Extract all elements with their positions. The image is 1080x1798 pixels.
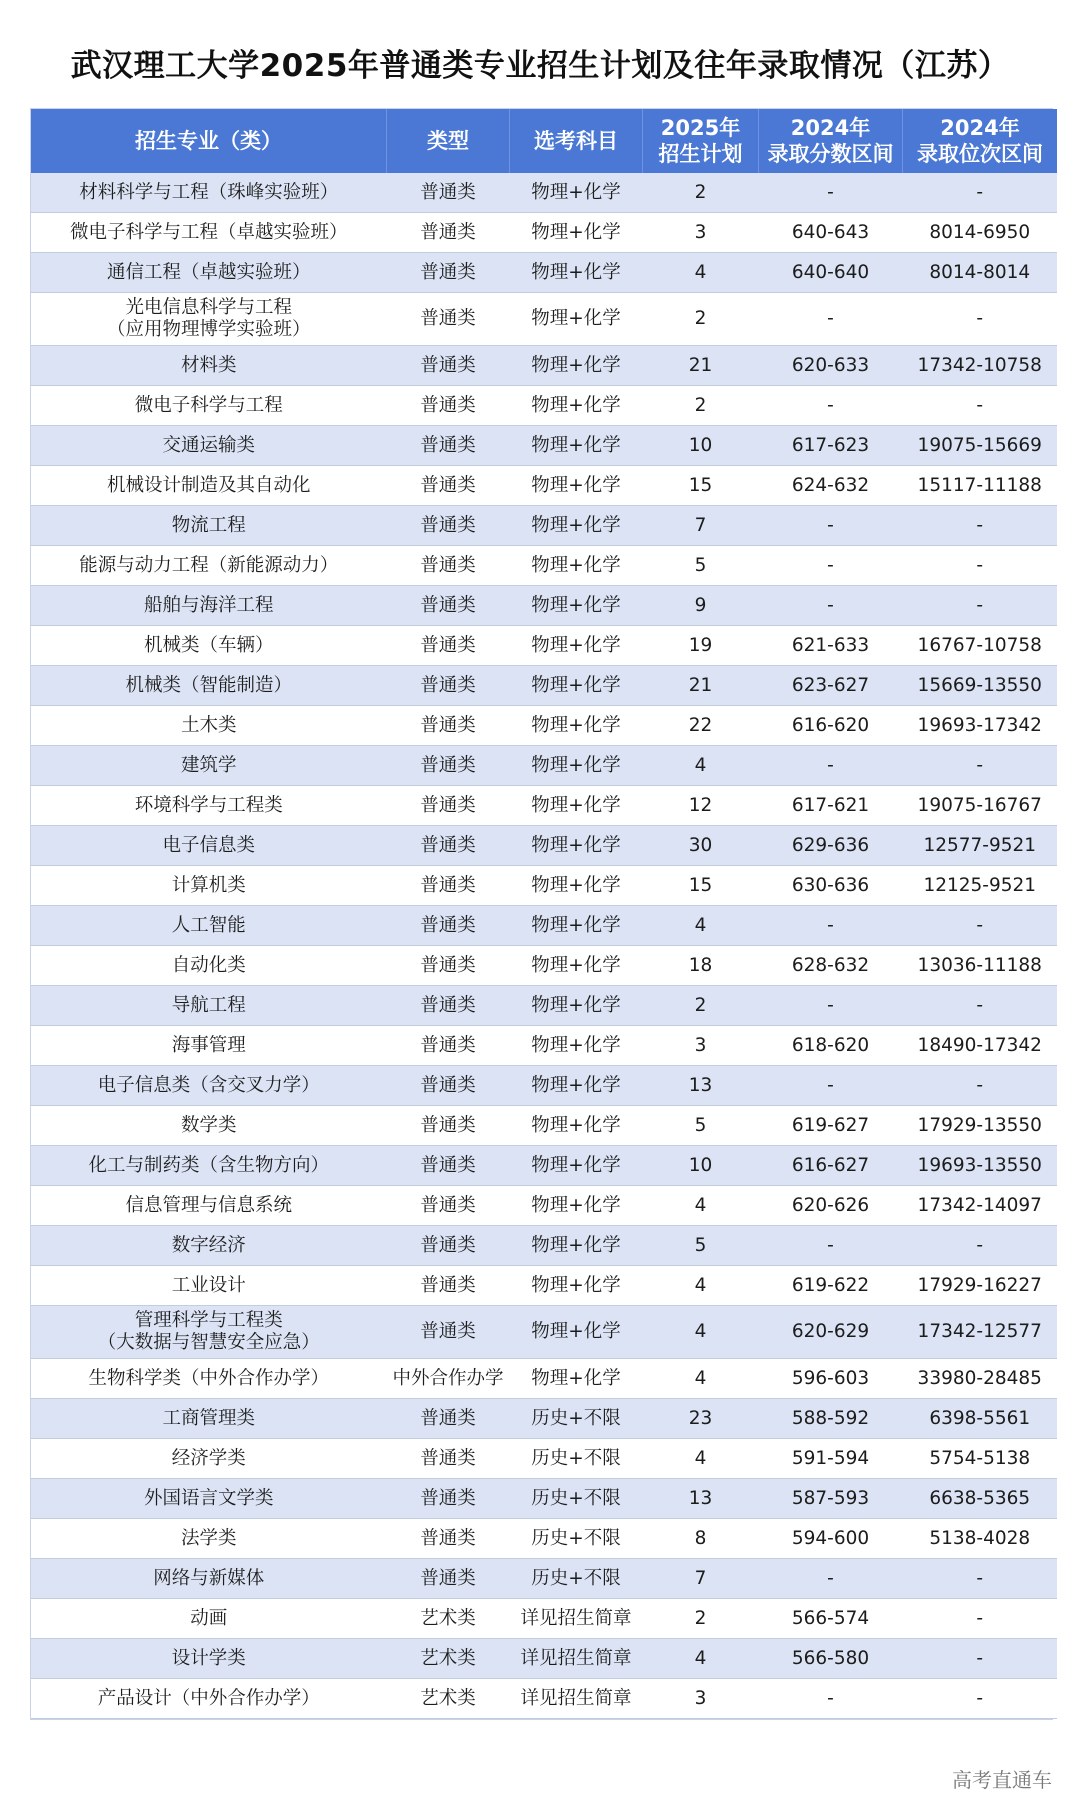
cell-type: 普通类 bbox=[387, 426, 510, 466]
cell-score: 640-640 bbox=[759, 253, 903, 293]
cell-major: 建筑学 bbox=[31, 746, 387, 786]
cell-subject: 物理+化学 bbox=[510, 346, 643, 386]
cell-subject: 历史+不限 bbox=[510, 1559, 643, 1599]
cell-rank: - bbox=[903, 906, 1058, 946]
cell-major: 材料类 bbox=[31, 346, 387, 386]
cell-major: 自动化类 bbox=[31, 946, 387, 986]
cell-rank: - bbox=[903, 546, 1058, 586]
cell-type: 普通类 bbox=[387, 746, 510, 786]
table-row bbox=[31, 586, 1057, 626]
cell-plan: 2 bbox=[643, 1599, 759, 1639]
cell-major: 微电子科学与工程 bbox=[31, 386, 387, 426]
cell-subject: 物理+化学 bbox=[510, 1026, 643, 1066]
cell-type: 普通类 bbox=[387, 1026, 510, 1066]
cell-plan: 19 bbox=[643, 626, 759, 666]
cell-type: 普通类 bbox=[387, 1106, 510, 1146]
cell-rank: 18490-17342 bbox=[903, 1026, 1058, 1066]
cell-major: 机械设计制造及其自动化 bbox=[31, 466, 387, 506]
cell-type: 普通类 bbox=[387, 1306, 510, 1359]
header-score: 2024年 录取分数区间 bbox=[759, 109, 903, 173]
cell-score: 587-593 bbox=[759, 1479, 903, 1519]
cell-plan: 4 bbox=[643, 746, 759, 786]
table-row bbox=[31, 293, 1057, 346]
cell-subject: 物理+化学 bbox=[510, 666, 643, 706]
cell-score: 616-627 bbox=[759, 1146, 903, 1186]
cell-plan: 12 bbox=[643, 786, 759, 826]
cell-subject: 物理+化学 bbox=[510, 253, 643, 293]
cell-rank: 5138-4028 bbox=[903, 1519, 1058, 1559]
cell-major: 数学类 bbox=[31, 1106, 387, 1146]
cell-rank: 33980-28485 bbox=[903, 1359, 1058, 1399]
cell-rank: - bbox=[903, 1599, 1058, 1639]
cell-major: 微电子科学与工程（卓越实验班） bbox=[31, 213, 387, 253]
cell-type: 普通类 bbox=[387, 1226, 510, 1266]
cell-score: 617-621 bbox=[759, 786, 903, 826]
table-header-row bbox=[31, 109, 1057, 173]
cell-score: 619-627 bbox=[759, 1106, 903, 1146]
cell-plan: 13 bbox=[643, 1479, 759, 1519]
header-major: 招生专业（类） bbox=[31, 109, 387, 173]
cell-rank: 6398-5561 bbox=[903, 1399, 1058, 1439]
table-row bbox=[31, 626, 1057, 666]
cell-major: 环境科学与工程类 bbox=[31, 786, 387, 826]
cell-type: 普通类 bbox=[387, 1146, 510, 1186]
cell-subject: 物理+化学 bbox=[510, 506, 643, 546]
cell-major: 电子信息类 bbox=[31, 826, 387, 866]
header-plan: 2025年 招生计划 bbox=[643, 109, 759, 173]
cell-subject: 物理+化学 bbox=[510, 786, 643, 826]
cell-rank: - bbox=[903, 173, 1058, 213]
cell-major: 法学类 bbox=[31, 1519, 387, 1559]
cell-rank: 17929-16227 bbox=[903, 1266, 1058, 1306]
cell-type: 普通类 bbox=[387, 1519, 510, 1559]
cell-major bbox=[31, 293, 387, 346]
cell-subject: 物理+化学 bbox=[510, 826, 643, 866]
cell-type: 普通类 bbox=[387, 1439, 510, 1479]
cell-subject: 物理+化学 bbox=[510, 986, 643, 1026]
cell-plan: 4 bbox=[643, 1359, 759, 1399]
cell-major bbox=[31, 1306, 387, 1359]
cell-major: 土木类 bbox=[31, 706, 387, 746]
cell-rank: - bbox=[903, 746, 1058, 786]
major-name-line2: （大数据与智慧安全应急） bbox=[97, 1332, 320, 1353]
table-row bbox=[31, 346, 1057, 386]
table-row bbox=[31, 906, 1057, 946]
cell-rank: 13036-11188 bbox=[903, 946, 1058, 986]
cell-score: 623-627 bbox=[759, 666, 903, 706]
cell-score: - bbox=[759, 506, 903, 546]
cell-type: 普通类 bbox=[387, 1559, 510, 1599]
cell-subject: 物理+化学 bbox=[510, 1359, 643, 1399]
cell-plan: 2 bbox=[643, 986, 759, 1026]
table-row bbox=[31, 213, 1057, 253]
cell-score: 596-603 bbox=[759, 1359, 903, 1399]
cell-type: 普通类 bbox=[387, 1479, 510, 1519]
table-row bbox=[31, 253, 1057, 293]
cell-type: 普通类 bbox=[387, 866, 510, 906]
cell-score: 621-633 bbox=[759, 626, 903, 666]
cell-plan: 2 bbox=[643, 293, 759, 346]
cell-plan: 9 bbox=[643, 586, 759, 626]
cell-score: 629-636 bbox=[759, 826, 903, 866]
cell-type: 普通类 bbox=[387, 1066, 510, 1106]
cell-type: 普通类 bbox=[387, 946, 510, 986]
header-type: 类型 bbox=[387, 109, 510, 173]
cell-subject: 历史+不限 bbox=[510, 1519, 643, 1559]
cell-score: - bbox=[759, 1226, 903, 1266]
table-row bbox=[31, 386, 1057, 426]
cell-score: - bbox=[759, 1559, 903, 1599]
cell-type: 普通类 bbox=[387, 386, 510, 426]
cell-plan: 13 bbox=[643, 1066, 759, 1106]
cell-type: 艺术类 bbox=[387, 1679, 510, 1719]
cell-rank: 17929-13550 bbox=[903, 1106, 1058, 1146]
header-subject: 选考科目 bbox=[510, 109, 643, 173]
cell-plan: 4 bbox=[643, 1306, 759, 1359]
cell-rank: - bbox=[903, 586, 1058, 626]
cell-score: 624-632 bbox=[759, 466, 903, 506]
cell-subject: 详见招生简章 bbox=[510, 1599, 643, 1639]
cell-major: 人工智能 bbox=[31, 906, 387, 946]
cell-score: - bbox=[759, 586, 903, 626]
cell-type: 普通类 bbox=[387, 173, 510, 213]
table-row bbox=[31, 986, 1057, 1026]
table-row bbox=[31, 1359, 1057, 1399]
cell-score: 620-626 bbox=[759, 1186, 903, 1226]
cell-rank: 12577-9521 bbox=[903, 826, 1058, 866]
cell-plan: 23 bbox=[643, 1399, 759, 1439]
cell-subject: 物理+化学 bbox=[510, 906, 643, 946]
cell-subject: 物理+化学 bbox=[510, 386, 643, 426]
cell-score: - bbox=[759, 986, 903, 1026]
cell-rank: - bbox=[903, 986, 1058, 1026]
cell-subject: 物理+化学 bbox=[510, 866, 643, 906]
cell-type: 普通类 bbox=[387, 1266, 510, 1306]
cell-type: 艺术类 bbox=[387, 1639, 510, 1679]
cell-rank: 19075-15669 bbox=[903, 426, 1058, 466]
cell-score: 620-633 bbox=[759, 346, 903, 386]
cell-subject: 物理+化学 bbox=[510, 546, 643, 586]
cell-plan: 18 bbox=[643, 946, 759, 986]
cell-type: 普通类 bbox=[387, 346, 510, 386]
cell-subject: 物理+化学 bbox=[510, 1066, 643, 1106]
cell-plan: 4 bbox=[643, 1439, 759, 1479]
table-row bbox=[31, 1679, 1057, 1719]
cell-subject: 物理+化学 bbox=[510, 293, 643, 346]
cell-rank: - bbox=[903, 1639, 1058, 1679]
cell-rank: - bbox=[903, 1066, 1058, 1106]
table-row bbox=[31, 826, 1057, 866]
cell-score: - bbox=[759, 906, 903, 946]
cell-plan: 21 bbox=[643, 666, 759, 706]
cell-rank: - bbox=[903, 386, 1058, 426]
cell-major: 交通运输类 bbox=[31, 426, 387, 466]
table-row bbox=[31, 506, 1057, 546]
cell-score: 588-592 bbox=[759, 1399, 903, 1439]
table-row bbox=[31, 866, 1057, 906]
cell-score: 630-636 bbox=[759, 866, 903, 906]
table-row bbox=[31, 746, 1057, 786]
cell-type: 普通类 bbox=[387, 786, 510, 826]
cell-score: 618-620 bbox=[759, 1026, 903, 1066]
cell-rank: 19693-13550 bbox=[903, 1146, 1058, 1186]
table-row bbox=[31, 1599, 1057, 1639]
cell-subject: 物理+化学 bbox=[510, 1146, 643, 1186]
cell-major: 能源与动力工程（新能源动力） bbox=[31, 546, 387, 586]
table-row bbox=[31, 666, 1057, 706]
cell-rank: 5754-5138 bbox=[903, 1439, 1058, 1479]
cell-score: 628-632 bbox=[759, 946, 903, 986]
cell-plan: 3 bbox=[643, 213, 759, 253]
cell-plan: 2 bbox=[643, 386, 759, 426]
cell-plan: 4 bbox=[643, 253, 759, 293]
cell-subject: 物理+化学 bbox=[510, 213, 643, 253]
cell-major: 物流工程 bbox=[31, 506, 387, 546]
cell-subject: 物理+化学 bbox=[510, 946, 643, 986]
cell-type: 普通类 bbox=[387, 626, 510, 666]
table-row bbox=[31, 1639, 1057, 1679]
major-name-line1: 光电信息科学与工程 bbox=[125, 297, 292, 318]
table-row bbox=[31, 1519, 1057, 1559]
cell-type: 普通类 bbox=[387, 546, 510, 586]
cell-rank: - bbox=[903, 1226, 1058, 1266]
cell-plan: 10 bbox=[643, 426, 759, 466]
cell-major: 机械类（智能制造） bbox=[31, 666, 387, 706]
cell-score: 566-580 bbox=[759, 1639, 903, 1679]
cell-plan: 21 bbox=[643, 346, 759, 386]
cell-type: 普通类 bbox=[387, 253, 510, 293]
cell-major: 化工与制药类（含生物方向） bbox=[31, 1146, 387, 1186]
cell-rank: 17342-14097 bbox=[903, 1186, 1058, 1226]
table-row bbox=[31, 1266, 1057, 1306]
cell-subject: 物理+化学 bbox=[510, 1226, 643, 1266]
cell-type: 普通类 bbox=[387, 466, 510, 506]
cell-type: 艺术类 bbox=[387, 1599, 510, 1639]
cell-type: 普通类 bbox=[387, 586, 510, 626]
cell-major: 工业设计 bbox=[31, 1266, 387, 1306]
cell-major: 产品设计（中外合作办学） bbox=[31, 1679, 387, 1719]
cell-type: 普通类 bbox=[387, 506, 510, 546]
table-row bbox=[31, 1226, 1057, 1266]
cell-type: 普通类 bbox=[387, 986, 510, 1026]
table-row bbox=[31, 426, 1057, 466]
cell-score: 594-600 bbox=[759, 1519, 903, 1559]
cell-plan: 4 bbox=[643, 1639, 759, 1679]
cell-rank: 15117-11188 bbox=[903, 466, 1058, 506]
cell-subject: 物理+化学 bbox=[510, 746, 643, 786]
table-row bbox=[31, 1186, 1057, 1226]
cell-score: - bbox=[759, 386, 903, 426]
cell-major: 外国语言文学类 bbox=[31, 1479, 387, 1519]
cell-plan: 3 bbox=[643, 1026, 759, 1066]
cell-major: 通信工程（卓越实验班） bbox=[31, 253, 387, 293]
cell-rank: - bbox=[903, 506, 1058, 546]
cell-plan: 4 bbox=[643, 1266, 759, 1306]
table-row bbox=[31, 1399, 1057, 1439]
cell-major: 数字经济 bbox=[31, 1226, 387, 1266]
cell-rank: 12125-9521 bbox=[903, 866, 1058, 906]
table-row bbox=[31, 466, 1057, 506]
major-name-line2: （应用物理博学实验班） bbox=[106, 319, 311, 340]
cell-subject: 历史+不限 bbox=[510, 1479, 643, 1519]
cell-subject: 历史+不限 bbox=[510, 1399, 643, 1439]
cell-rank: 6638-5365 bbox=[903, 1479, 1058, 1519]
cell-plan: 30 bbox=[643, 826, 759, 866]
cell-type: 普通类 bbox=[387, 826, 510, 866]
cell-score: 619-622 bbox=[759, 1266, 903, 1306]
cell-plan: 3 bbox=[643, 1679, 759, 1719]
cell-plan: 7 bbox=[643, 1559, 759, 1599]
cell-rank: - bbox=[903, 1559, 1058, 1599]
table-row bbox=[31, 1439, 1057, 1479]
cell-rank: 17342-12577 bbox=[903, 1306, 1058, 1359]
cell-type: 普通类 bbox=[387, 1399, 510, 1439]
table-row bbox=[31, 1106, 1057, 1146]
cell-major: 计算机类 bbox=[31, 866, 387, 906]
cell-score: - bbox=[759, 546, 903, 586]
cell-score: - bbox=[759, 746, 903, 786]
table-row bbox=[31, 1306, 1057, 1359]
cell-major: 海事管理 bbox=[31, 1026, 387, 1066]
cell-score: - bbox=[759, 1679, 903, 1719]
cell-rank: 15669-13550 bbox=[903, 666, 1058, 706]
table-row bbox=[31, 946, 1057, 986]
cell-type: 普通类 bbox=[387, 293, 510, 346]
cell-plan: 7 bbox=[643, 506, 759, 546]
cell-subject: 物理+化学 bbox=[510, 1306, 643, 1359]
table-row bbox=[31, 546, 1057, 586]
cell-score: 617-623 bbox=[759, 426, 903, 466]
cell-subject: 物理+化学 bbox=[510, 1186, 643, 1226]
table-row bbox=[31, 1026, 1057, 1066]
cell-plan: 10 bbox=[643, 1146, 759, 1186]
watermark: 高考直通车 bbox=[952, 1768, 1052, 1792]
table-row bbox=[31, 786, 1057, 826]
cell-subject: 物理+化学 bbox=[510, 706, 643, 746]
cell-rank: 17342-10758 bbox=[903, 346, 1058, 386]
cell-plan: 5 bbox=[643, 1226, 759, 1266]
cell-subject: 物理+化学 bbox=[510, 466, 643, 506]
page-title: 武汉理工大学2025年普通类专业招生计划及往年录取情况（江苏） bbox=[70, 48, 1010, 84]
cell-score: 620-629 bbox=[759, 1306, 903, 1359]
cell-score: 640-643 bbox=[759, 213, 903, 253]
cell-major: 导航工程 bbox=[31, 986, 387, 1026]
cell-plan: 15 bbox=[643, 866, 759, 906]
cell-plan: 15 bbox=[643, 466, 759, 506]
cell-major: 设计学类 bbox=[31, 1639, 387, 1679]
cell-subject: 物理+化学 bbox=[510, 173, 643, 213]
cell-major: 经济学类 bbox=[31, 1439, 387, 1479]
cell-subject: 物理+化学 bbox=[510, 426, 643, 466]
cell-rank: 16767-10758 bbox=[903, 626, 1058, 666]
cell-subject: 物理+化学 bbox=[510, 586, 643, 626]
cell-type: 普通类 bbox=[387, 706, 510, 746]
cell-rank: 19075-16767 bbox=[903, 786, 1058, 826]
table-row bbox=[31, 1479, 1057, 1519]
table-row bbox=[31, 1559, 1057, 1599]
cell-rank: 8014-6950 bbox=[903, 213, 1058, 253]
cell-major: 机械类（车辆） bbox=[31, 626, 387, 666]
cell-type: 普通类 bbox=[387, 906, 510, 946]
cell-major: 船舶与海洋工程 bbox=[31, 586, 387, 626]
cell-plan: 2 bbox=[643, 173, 759, 213]
admission-table bbox=[30, 108, 1053, 1720]
table-row bbox=[31, 1066, 1057, 1106]
cell-subject: 历史+不限 bbox=[510, 1439, 643, 1479]
cell-subject: 物理+化学 bbox=[510, 1266, 643, 1306]
table-row bbox=[31, 1146, 1057, 1186]
cell-type: 普通类 bbox=[387, 666, 510, 706]
cell-rank: 19693-17342 bbox=[903, 706, 1058, 746]
cell-plan: 4 bbox=[643, 906, 759, 946]
cell-major: 网络与新媒体 bbox=[31, 1559, 387, 1599]
cell-major: 动画 bbox=[31, 1599, 387, 1639]
major-name-line1: 管理科学与工程类 bbox=[134, 1310, 283, 1331]
cell-type: 普通类 bbox=[387, 1186, 510, 1226]
cell-major: 电子信息类（含交叉力学） bbox=[31, 1066, 387, 1106]
cell-subject: 详见招生简章 bbox=[510, 1639, 643, 1679]
cell-major: 生物科学类（中外合作办学） bbox=[31, 1359, 387, 1399]
cell-type: 普通类 bbox=[387, 213, 510, 253]
header-rank: 2024年 录取位次区间 bbox=[903, 109, 1058, 173]
cell-rank: - bbox=[903, 1679, 1058, 1719]
cell-subject: 详见招生简章 bbox=[510, 1679, 643, 1719]
cell-plan: 4 bbox=[643, 1186, 759, 1226]
cell-score: 566-574 bbox=[759, 1599, 903, 1639]
cell-subject: 物理+化学 bbox=[510, 1106, 643, 1146]
cell-plan: 5 bbox=[643, 546, 759, 586]
cell-score: - bbox=[759, 1066, 903, 1106]
cell-rank: 8014-8014 bbox=[903, 253, 1058, 293]
cell-rank: - bbox=[903, 293, 1058, 346]
cell-major: 工商管理类 bbox=[31, 1399, 387, 1439]
table-row bbox=[31, 173, 1057, 213]
cell-major: 信息管理与信息系统 bbox=[31, 1186, 387, 1226]
cell-plan: 5 bbox=[643, 1106, 759, 1146]
table-row bbox=[31, 706, 1057, 746]
cell-plan: 8 bbox=[643, 1519, 759, 1559]
cell-subject: 物理+化学 bbox=[510, 626, 643, 666]
cell-score: 616-620 bbox=[759, 706, 903, 746]
cell-score: - bbox=[759, 173, 903, 213]
cell-type: 中外合作办学 bbox=[387, 1359, 510, 1399]
cell-score: 591-594 bbox=[759, 1439, 903, 1479]
cell-plan: 22 bbox=[643, 706, 759, 746]
cell-major: 材料科学与工程（珠峰实验班） bbox=[31, 173, 387, 213]
cell-score: - bbox=[759, 293, 903, 346]
